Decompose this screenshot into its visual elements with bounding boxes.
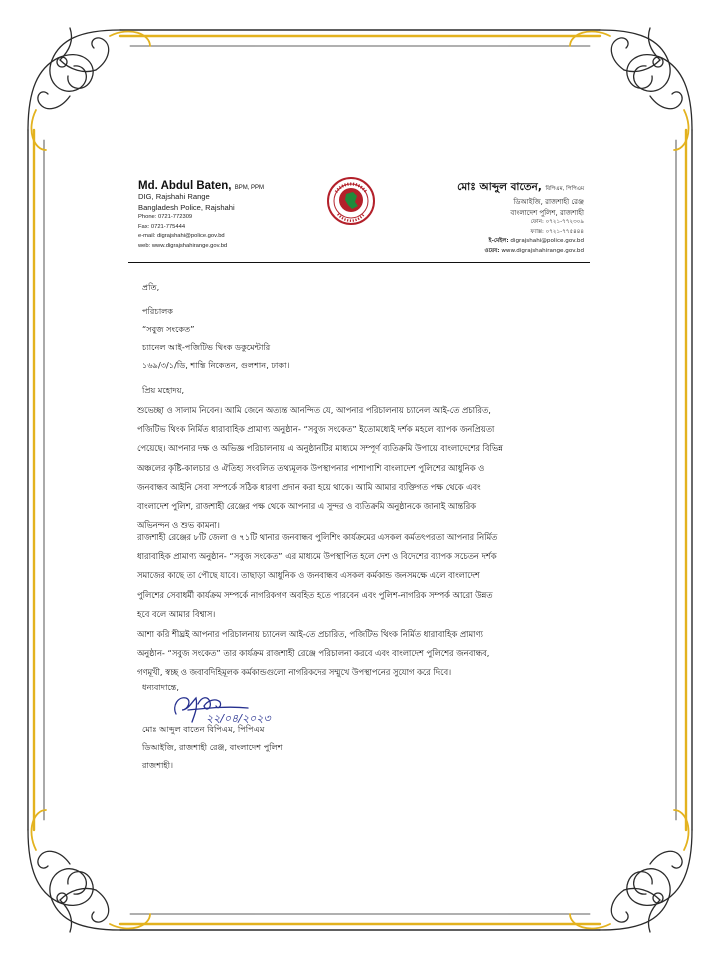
paragraph-line: পজিটিভ থিংক নির্মিত ধারাবাহিক প্রামাণ্য অনুষ্ঠান- “সবুজ সংকেত” ইতোমধ্যেই দর্শক মহলে ব্যাপক জনপ্রিয়তা [137,424,495,435]
paragraph-line: অনুষ্ঠান- “সবুজ সংকেত” তার কার্যক্রম রাজশাহী রেঞ্জে পরিচালনা করবে এবং বাংলাদেশ পুলিশের জনবান্ধব, [137,648,490,659]
letterhead-english [138,180,338,251]
recipient-line: “সবুজ সংকেত” [142,324,195,334]
officer-name-bn: মোঃ আব্দুল বাতেন, বিপিএম, পিপিএম [457,181,584,193]
signature-date: ২২/০৪/২০২৩ [206,712,271,725]
paragraph-line: বাংলাদেশ পুলিশ, রাজশাহী রেঞ্জের পক্ষ থেকে আপনার এ সুন্দর ও ব্যতিক্রমি অনুষ্ঠানকে জানাই আন্তরিক [137,500,476,511]
paragraph-line: রাজশাহী রেঞ্জের ৮টি জেলা ও ৭১টি থানার জনবান্ধব পুলিশিং কার্যক্রমের এসকল কর্মতৎপরতা আপনার নির্মিত [137,532,498,542]
letterhead-divider [128,262,590,263]
fax-en: Fax: 0721-775444 [138,223,186,230]
email-bn: ই-মেইল: digrajshahi@police.gov.bd [488,238,584,245]
closing: ধন্যবাদান্তে, [142,682,179,692]
body-paragraph-2 [137,528,589,624]
designation-bn: ডিআইজি, রাজশাহী রেঞ্জ [513,198,584,206]
paragraph-line: আশা করি শীঘ্রই আপনার পরিচালনায় চ্যানেল আই-তে প্রচারিত, পজিটিভ থিংক নির্মিত ধারাবাহিক প্রামাণ্য [137,629,483,639]
phone-bn: ফোন: ০৭২১-৭৭২৩০৯ [530,219,584,225]
paragraph-line: অভিনন্দন ও শুভ কামনা। [137,520,220,531]
recipient-line: চ্যানেল আই-পজিটিভ থিংক ডকুমেন্টারি [142,342,271,352]
paragraph-line: ধারাবাহিক প্রামাণ্য অনুষ্ঠান- “সবুজ সংকেত” এর মাধ্যমে উপস্থাপিত হলে দেশ ও বিদেশের ব্যাপক সচেতন দর্শক [137,551,497,562]
web-en: web: www.digrajshahirange.gov.bd [138,242,228,249]
organization-en: Bangladesh Police, Rajshahi [138,202,235,212]
designation-en: DIG, Rajshahi Range [138,192,210,201]
paragraph-line: জনবান্ধব আইনি সেবা সম্পর্কে সঠিক ধারণা প্রদান করা হয়ে থাকে। আমি আমার ব্যক্তিগত পক্ষ থেকে এবং [137,481,481,492]
phone-en: Phone: 0721-772309 [138,214,193,220]
paragraph-line: হবে বলে আমার বিশ্বাস। [137,608,216,619]
body-paragraph-1 [137,401,589,535]
officer-name-en: Md. Abdul Baten, BPM, PPM [138,180,265,192]
paragraph-line: গণমূখী, স্বচ্ছ ও জবাবদিহিমূলক কর্মকান্ডগুলো নাগরিকদের সম্মুখে উপস্থাপনের সুযোগ করে দিবে। [137,667,452,678]
organization-bn: বাংলাদেশ পুলিশ, রাজশাহী [510,208,584,217]
fax-bn: ফ্যাক্স: ০৭২১-৭৭৫৪৪৪ [530,228,584,235]
email-en: e-mail: digrajshahi@police.gov.bd [138,233,225,240]
paragraph-line: পুলিশের সেবাধর্মী কার্যক্রম সম্পর্কে নাগরিকগণ অবহিত হতে পারবেন এবং পুলিশ-নাগরিক সম্পর্ক আরো উন্নত [137,589,493,600]
signatory-designation: ডিআইজি, রাজশাহী রেঞ্জ, বাংলাদেশ পুলিশ [142,742,283,752]
body-paragraph-3 [137,625,589,683]
recipient-line: ১৬৯/৩/১/ডি, শান্তি নিকেতন, গুলশান, ঢাকা। [142,360,290,370]
paragraph-line: অঞ্চলের কৃষ্টি-কালচার ও ঐতিহ্য সংবলিত তথ্যমূলক উপস্থাপনার পাশাপাশি বাংলাদেশ পুলিশের আধুনিক ও [137,462,485,473]
letterhead-bangla [364,180,584,256]
signatory-name: মোঃ আব্দুল বাতেন বিপিএম, পিপিএম [142,724,265,734]
paragraph-line: শুভেচ্ছা ও সালাম নিবেন। আমি জেনে অত্যন্ত আনন্দিত যে, আপনার পরিচালনায় চ্যানেল আই-তে প্রচারিত, [137,405,491,415]
paragraph-line: সমাজের কাছে তা পৌছে যাবে। তাছাড়া আধুনিক ও জনবান্ধব এসকল কর্মকান্ড জনসমক্ষে এলে বাংলাদেশ [137,570,480,581]
signatory-location: রাজশাহী। [142,760,173,770]
paragraph-line: পেয়েছে। আপনার দক্ষ ও অভিজ্ঞ পরিচালনায় এ অনুষ্ঠানটির মাধ্যমে সম্পূর্ণ ব্যতিক্রমি উপায়ে বাংলাদেশের বিভিন্ন [137,443,503,454]
salutation: প্রিয় মহোদয়, [142,385,185,395]
to-line: প্রতি, [142,282,160,292]
web-bn: ওয়েব: www.digrajshahirange.gov.bd [484,247,584,254]
recipient-line: পরিচালক [142,306,174,316]
